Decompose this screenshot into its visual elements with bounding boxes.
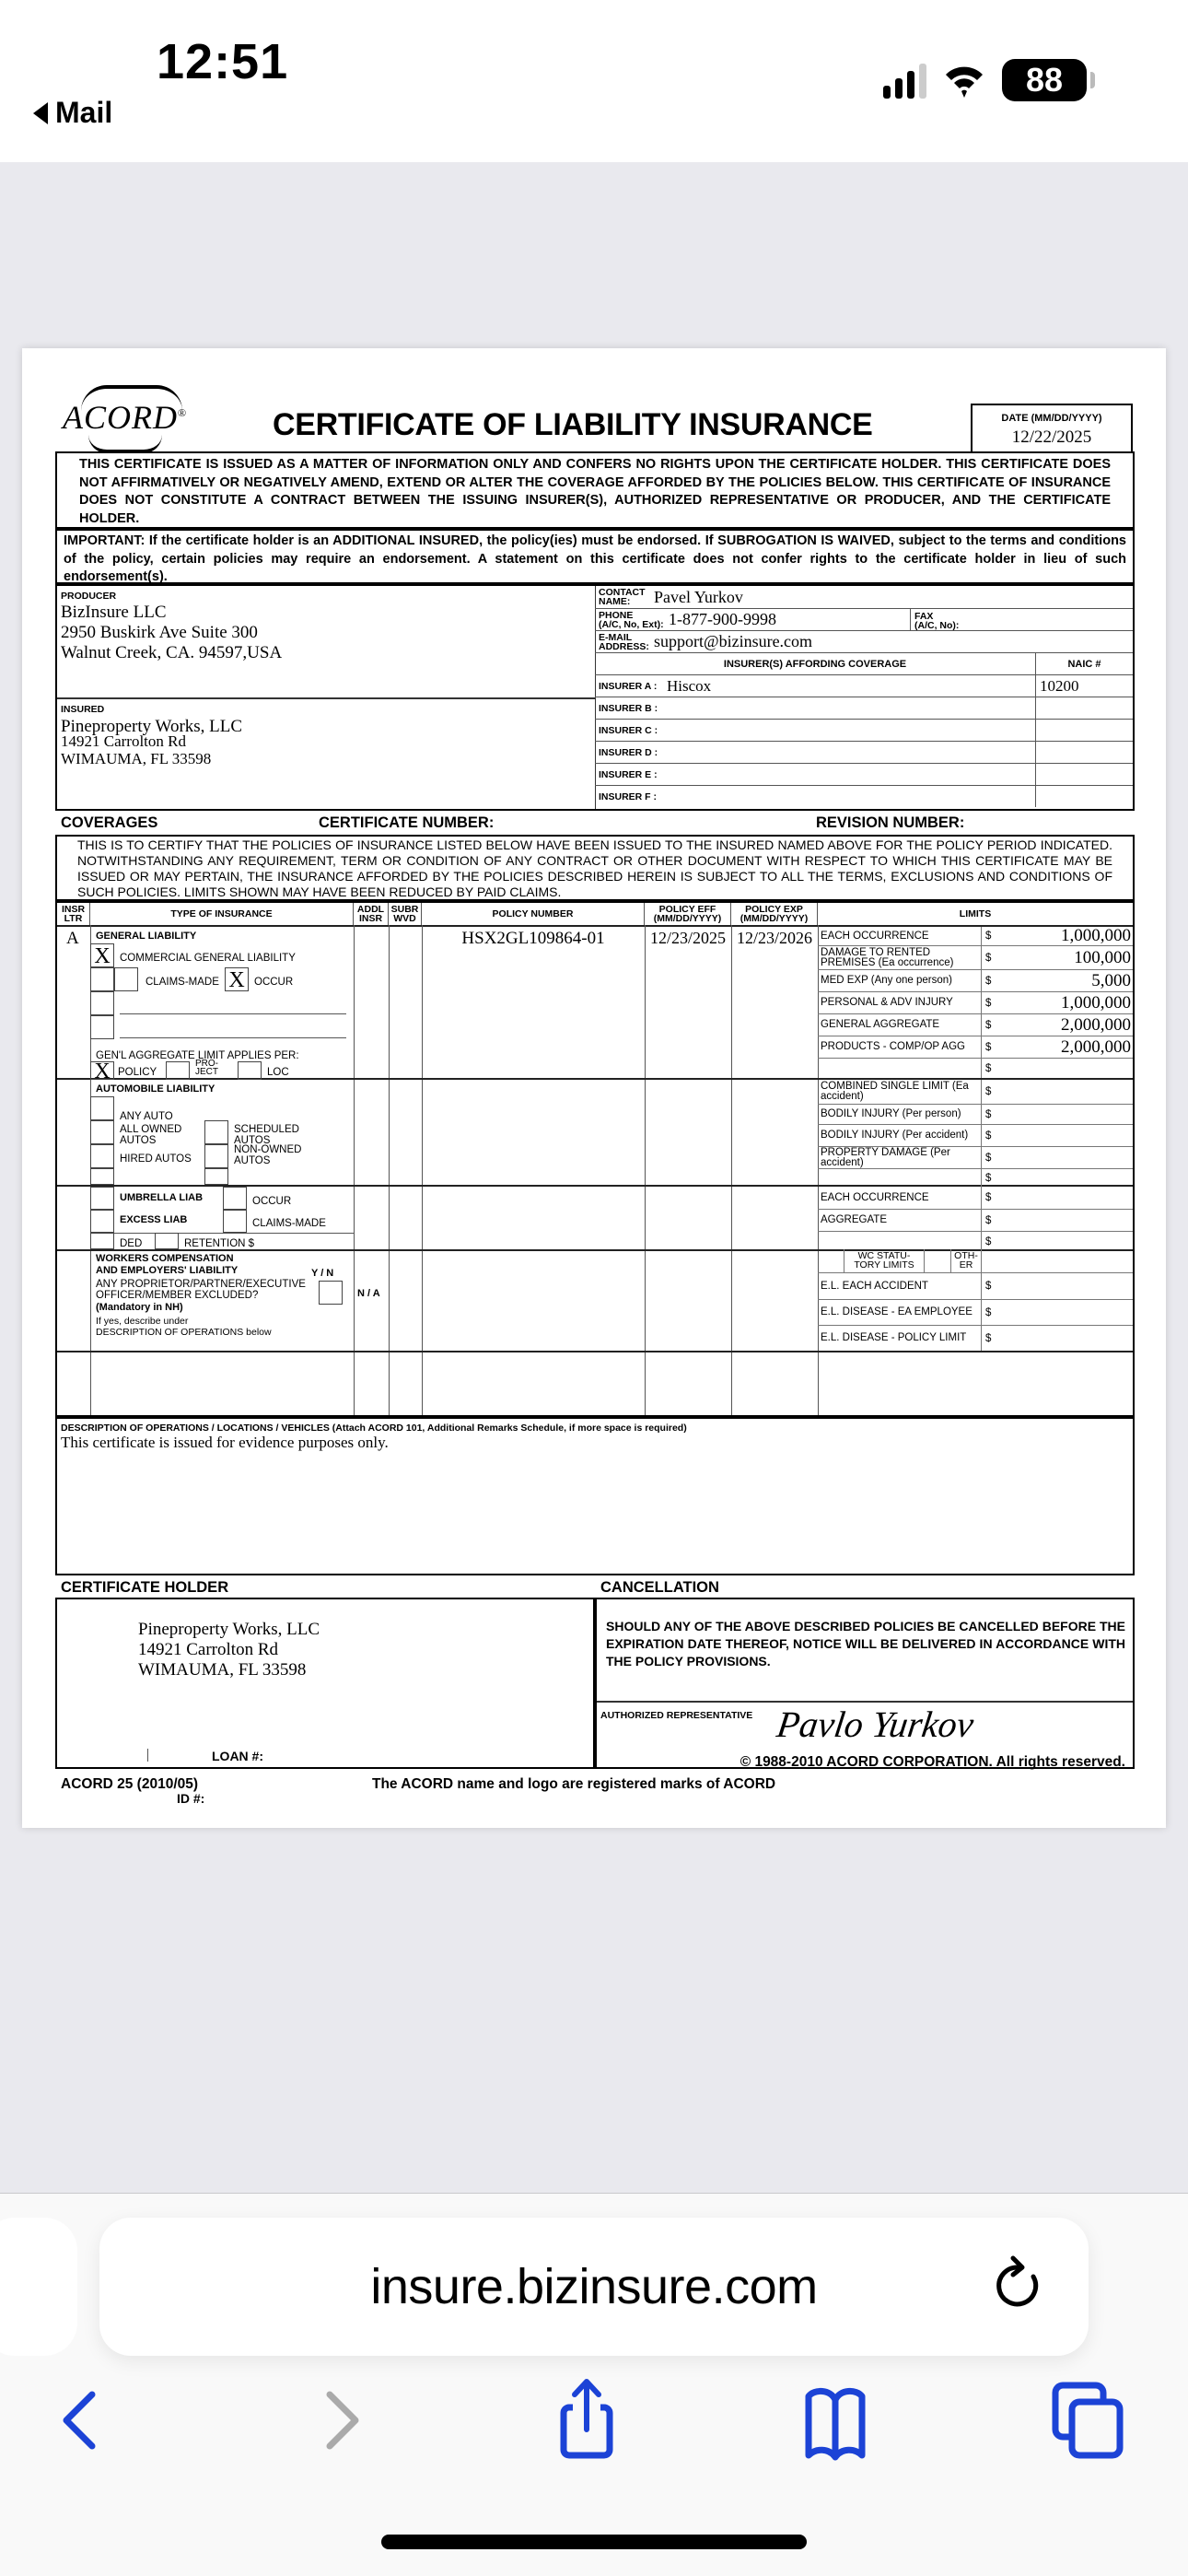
gl-insr-ltr: A bbox=[66, 929, 79, 948]
limit-label: E.L. EACH ACCIDENT bbox=[818, 1273, 982, 1299]
naic-header: NAIC # bbox=[1035, 652, 1133, 674]
hired-autos-label: HIRED AUTOS bbox=[120, 1153, 192, 1165]
auto-blank-checkbox-2[interactable] bbox=[204, 1168, 228, 1185]
insurer-label: INSURER C : bbox=[599, 724, 658, 736]
currency-symbol: $ bbox=[985, 997, 992, 1009]
limit-label: BODILY INJURY (Per accident) bbox=[818, 1125, 982, 1146]
wc-title: WORKERS COMPENSATION AND EMPLOYERS' LIABILITY bbox=[96, 1253, 239, 1276]
currency-symbol: $ bbox=[985, 1306, 992, 1318]
insurer-label: INSURER F : bbox=[599, 790, 657, 802]
col-limits: LIMITS bbox=[959, 908, 992, 919]
insurer-row bbox=[595, 674, 1035, 697]
limit-row bbox=[818, 1036, 1133, 1058]
holder-address2: WIMAUMA, FL 33598 bbox=[138, 1660, 307, 1680]
currency-symbol: $ bbox=[985, 1086, 992, 1097]
limit-row bbox=[818, 1058, 1133, 1078]
wc-yn-checkbox[interactable] bbox=[319, 1281, 343, 1305]
all-owned-checkbox[interactable] bbox=[90, 1120, 114, 1144]
limit-label: PRODUCTS - COMP/OP AGG bbox=[818, 1036, 982, 1058]
limit-row bbox=[818, 1299, 1133, 1325]
gl-blank-checkbox[interactable] bbox=[90, 967, 114, 991]
date-box bbox=[971, 404, 1133, 453]
bookmarks-icon[interactable] bbox=[794, 2378, 877, 2461]
col-policy-eff: POLICY EFF (MM/DD/YYYY) bbox=[645, 903, 731, 925]
limit-row bbox=[818, 969, 1133, 991]
currency-symbol: $ bbox=[985, 1130, 992, 1142]
limit-value: 100,000 bbox=[1074, 947, 1131, 967]
insurer-label: INSURER D : bbox=[599, 746, 658, 758]
limit-row bbox=[818, 1013, 1133, 1036]
previous-tab-preview[interactable] bbox=[0, 2218, 77, 2356]
wc-mandatory: (Mandatory in NH) bbox=[96, 1302, 183, 1313]
excess-label: EXCESS LIAB bbox=[120, 1214, 188, 1225]
cancellation-box bbox=[595, 1598, 1135, 1769]
limit-row bbox=[818, 1273, 1133, 1299]
policy-label: POLICY bbox=[118, 1067, 157, 1078]
limit-label: DAMAGE TO RENTED PREMISES (Ea occurrence) bbox=[818, 946, 982, 969]
home-indicator[interactable] bbox=[381, 2535, 807, 2549]
all-owned-label: ALL OWNED AUTOS bbox=[120, 1124, 182, 1146]
claims-made-checkbox[interactable] bbox=[114, 967, 138, 991]
contact-email-row: E-MAIL ADDRESS: support@bizinsure.com bbox=[595, 630, 1133, 652]
insurer-naic bbox=[1035, 785, 1133, 807]
date-value: 12/22/2025 bbox=[1011, 427, 1092, 447]
gl-policy-number: HSX2GL109864-01 bbox=[461, 929, 605, 948]
scheduled-autos-label: SCHEDULED AUTOS bbox=[234, 1124, 299, 1146]
loan-label: LOAN #: bbox=[212, 1749, 263, 1763]
col-policy-exp: POLICY EXP (MM/DD/YYYY) bbox=[731, 903, 818, 925]
wifi-icon bbox=[943, 62, 985, 99]
limit-label: EACH OCCURRENCE bbox=[818, 1187, 982, 1209]
insurer-label: INSURER B : bbox=[599, 702, 658, 714]
limit-label: AGGREGATE bbox=[818, 1210, 982, 1231]
limit-value: 1,000,000 bbox=[1061, 992, 1131, 1013]
insurers-header: INSURER(S) AFFORDING COVERAGE bbox=[595, 652, 1035, 674]
producer-address2: Walnut Creek, CA. 94597,USA bbox=[61, 643, 283, 662]
currency-symbol: $ bbox=[985, 1172, 992, 1184]
certificate-holder-box bbox=[55, 1598, 595, 1769]
insured-address1: 14921 Carrolton Rd bbox=[61, 732, 186, 750]
insured-address2: WIMAUMA, FL 33598 bbox=[61, 750, 212, 767]
gl-title: GENERAL LIABILITY bbox=[96, 931, 197, 942]
limit-label: BODILY INJURY (Per person) bbox=[818, 1105, 982, 1124]
description-section bbox=[55, 1417, 1135, 1575]
loc-checkbox[interactable] bbox=[238, 1061, 262, 1080]
limit-row bbox=[818, 1187, 1133, 1209]
gl-blank-checkbox-3[interactable] bbox=[90, 1015, 114, 1039]
project-checkbox[interactable] bbox=[166, 1061, 190, 1080]
producer-label: PRODUCER bbox=[61, 591, 117, 602]
limit-label bbox=[818, 1232, 982, 1251]
cancellation-label: CANCELLATION bbox=[600, 1579, 719, 1596]
retention-label: RETENTION $ bbox=[184, 1238, 255, 1249]
ded-checkbox[interactable] bbox=[90, 1233, 114, 1249]
umbrella-occur-checkbox[interactable] bbox=[223, 1187, 247, 1211]
limit-row bbox=[818, 945, 1133, 969]
description-label: DESCRIPTION OF OPERATIONS / LOCATIONS / VEHICLES (Attach ACORD 101, Additional Remarks Schedule, if more space is required) bbox=[61, 1423, 687, 1434]
back-icon[interactable] bbox=[37, 2378, 120, 2461]
limit-value: 2,000,000 bbox=[1061, 1036, 1131, 1057]
limit-label: PERSONAL & ADV INJURY bbox=[818, 992, 982, 1013]
umbrella-claims-checkbox[interactable] bbox=[223, 1209, 247, 1233]
limit-row bbox=[818, 1209, 1133, 1231]
gl-policy-exp: 12/23/2026 bbox=[736, 929, 812, 947]
wc-na: N / A bbox=[357, 1288, 380, 1299]
insurer-row bbox=[595, 785, 1035, 807]
form-number: ACORD 25 (2010/05) bbox=[61, 1776, 199, 1792]
id-label: ID #: bbox=[177, 1791, 205, 1806]
insurer-label: INSURER A : bbox=[599, 680, 658, 692]
scheduled-autos-checkbox[interactable] bbox=[204, 1120, 228, 1144]
any-auto-checkbox[interactable] bbox=[90, 1096, 114, 1120]
insured-block bbox=[61, 719, 242, 770]
commercial-gl-checkbox[interactable]: X bbox=[90, 943, 114, 967]
currency-symbol: $ bbox=[985, 1281, 992, 1292]
limit-label bbox=[818, 1169, 982, 1187]
insurer-naic bbox=[1035, 697, 1133, 719]
contact-phone-row: PHONE (A/C, No, Ext): 1-877-900-9998 FAX (A/C, No): bbox=[595, 608, 1133, 630]
tabs-icon[interactable] bbox=[1046, 2378, 1129, 2461]
url-text[interactable]: insure.bizinsure.com bbox=[370, 2259, 818, 2314]
status-icons bbox=[883, 59, 1087, 101]
limit-value: 5,000 bbox=[1091, 970, 1131, 990]
currency-symbol: $ bbox=[985, 1019, 992, 1031]
contact-name: Pavel Yurkov bbox=[654, 587, 743, 606]
retention-checkbox[interactable] bbox=[155, 1233, 179, 1249]
certificate-document bbox=[22, 348, 1166, 1828]
claims-made-label: CLAIMS-MADE bbox=[146, 977, 219, 988]
insurer-row bbox=[595, 763, 1035, 785]
limit-label: E.L. DISEASE - EA EMPLOYEE bbox=[818, 1300, 982, 1325]
coverages-label: COVERAGES bbox=[61, 814, 158, 831]
insurer-naic bbox=[1035, 741, 1133, 763]
limit-value: 2,000,000 bbox=[1061, 1014, 1131, 1035]
contact-email: support@bizinsure.com bbox=[654, 632, 813, 650]
cellular-signal-icon bbox=[883, 62, 926, 99]
clock: 12:51 bbox=[157, 34, 289, 89]
certify-text: THIS IS TO CERTIFY THAT THE POLICIES OF INSURANCE LISTED BELOW HAVE BEEN ISSUED TO THE INSURED NAMED ABOVE FOR THE POLICY PERIOD INDICATED. NOTWITHSTANDING ANY REQUIREMENT, TERM OR CONDITION OF ANY CONTRACT OR OTHER DOCUMENT WITH RESPECT TO WHICH THIS CERTIFICATE MAY BE ISSUED OR MAY PERTAIN, THE INSURANCE AFFORDED BY THE POLICIES DESCRIBED HEREIN IS SUBJECT TO ALL THE TERMS, EXCLUSIONS AND CONDITIONS OF SUCH POLICIES. LIMITS SHOWN MAY HAVE BEEN REDUCED BY PAID CLAIMS. bbox=[55, 835, 1135, 901]
col-insr-ltr: INSR LTR bbox=[57, 903, 90, 925]
policy-checkbox[interactable]: X bbox=[90, 1061, 114, 1080]
battery-icon: 88 bbox=[1002, 59, 1087, 101]
wc-question: ANY PROPRIETOR/PARTNER/EXECUTIVE OFFICER/MEMBER EXCLUDED? bbox=[96, 1279, 306, 1301]
date-label: DATE (MM/DD/YYYY) bbox=[1001, 413, 1102, 424]
wc-if-yes: If yes, describe under DESCRIPTION OF OPERATIONS below bbox=[96, 1316, 272, 1338]
non-owned-autos-label: NON-OWNED AUTOS bbox=[234, 1144, 302, 1166]
browser-toolbar bbox=[0, 2193, 1188, 2576]
commercial-gl-label: COMMERCIAL GENERAL LIABILITY bbox=[120, 953, 296, 964]
currency-symbol: $ bbox=[985, 1332, 992, 1344]
contact-phone: 1-877-900-9998 bbox=[669, 610, 776, 628]
col-policy-number: POLICY NUMBER bbox=[422, 903, 645, 925]
limit-label: E.L. DISEASE - POLICY LIMIT bbox=[818, 1326, 982, 1351]
signature: Pavlo Yurkov bbox=[774, 1704, 977, 1745]
notice-text: THIS CERTIFICATE IS ISSUED AS A MATTER OF INFORMATION ONLY AND CONFERS NO RIGHTS UPON THE CERTIFICATE HOLDER. THIS CERTIFICATE DOES NOT AFFIRMATIVELY OR NEGATIVELY AMEND, EXTEND OR ALTER THE COVERAGE AFFORDED BY THE POLICIES BELOW. THIS CERTIFICATE OF INSURANCE DOES NOT CONSTITUTE A CONTRACT BETWEEN THE ISSUING INSURER(S), AUTHORIZED REPRESENTATIVE OR PRODUCER, AND THE CERTIFICATE HOLDER. bbox=[55, 451, 1135, 529]
umbrella-occur-label: OCCUR bbox=[252, 1196, 292, 1207]
limit-label: PROPERTY DAMAGE (Per accident) bbox=[818, 1147, 982, 1168]
currency-symbol: $ bbox=[985, 1152, 992, 1164]
col-subr: SUBR WVD bbox=[389, 903, 422, 925]
limit-row bbox=[818, 927, 1133, 945]
insurer-row bbox=[595, 697, 1035, 719]
umbrella-claims-label: CLAIMS-MADE bbox=[252, 1218, 326, 1229]
currency-symbol: $ bbox=[985, 1108, 992, 1120]
share-icon[interactable] bbox=[545, 2378, 628, 2461]
gl-blank-checkbox-2[interactable] bbox=[90, 991, 114, 1015]
occur-label: OCCUR bbox=[254, 977, 294, 988]
producer-address1: 2950 Buskirk Ave Suite 300 bbox=[61, 623, 258, 642]
holder-address1: 14921 Carrolton Rd bbox=[138, 1640, 278, 1659]
limit-row bbox=[818, 1325, 1133, 1351]
back-to-mail-button[interactable] bbox=[33, 96, 112, 130]
insurer-naic: 10200 bbox=[1035, 674, 1133, 697]
insurer-naic bbox=[1035, 719, 1133, 741]
col-type: TYPE OF INSURANCE bbox=[90, 903, 354, 925]
reload-icon[interactable] bbox=[993, 2254, 1044, 2313]
important-text: IMPORTANT: If the certificate holder is an ADDITIONAL INSURED, the policy(ies) must be endorsed. If SUBROGATION IS WAIVED, subject to the terms and conditions of the policy, certain policies may require an endorsement. A statement on this certificate does not confer rights to the certificate holder in lieu of such endorsement(s). bbox=[55, 529, 1135, 584]
wc-yn-label: Y / N bbox=[311, 1268, 334, 1279]
currency-symbol: $ bbox=[985, 975, 992, 987]
currency-symbol: $ bbox=[985, 1041, 992, 1053]
limit-label: MED EXP (Any one person) bbox=[818, 970, 982, 991]
cancellation-text: SHOULD ANY OF THE ABOVE DESCRIBED POLICIES BE CANCELLED BEFORE THE EXPIRATION DATE THEREOF, NOTICE WILL BE DELIVERED IN ACCORDANCE WITH THE POLICY PROVISIONS. bbox=[606, 1619, 1125, 1669]
holder-name: Pineproperty Works, LLC bbox=[138, 1620, 320, 1639]
ded-label: DED bbox=[120, 1238, 143, 1249]
wc-statutory-row: WC STATU- TORY LIMITS OTH- ER bbox=[818, 1249, 1133, 1273]
insurer-row bbox=[595, 719, 1035, 741]
authorized-rep-label: AUTHORIZED REPRESENTATIVE bbox=[600, 1710, 753, 1721]
insurer-name: Hiscox bbox=[667, 676, 712, 695]
umbrella-label: UMBRELLA LIAB bbox=[120, 1192, 204, 1203]
insurer-row bbox=[595, 741, 1035, 763]
limit-row bbox=[818, 1146, 1133, 1168]
limit-row bbox=[818, 1104, 1133, 1124]
occur-checkbox[interactable]: X bbox=[225, 967, 249, 991]
limit-value: 1,000,000 bbox=[1061, 926, 1131, 945]
col-addl: ADDL INSR bbox=[354, 903, 389, 925]
currency-symbol: $ bbox=[985, 952, 992, 964]
auto-blank-checkbox[interactable] bbox=[90, 1168, 114, 1185]
currency-symbol: $ bbox=[985, 1192, 992, 1203]
any-auto-label: ANY AUTO bbox=[120, 1111, 173, 1122]
producer-block bbox=[61, 603, 282, 663]
limit-label bbox=[818, 1059, 982, 1078]
insured-label: INSURED bbox=[61, 704, 105, 715]
limit-row bbox=[818, 991, 1133, 1013]
limit-row bbox=[818, 1080, 1133, 1104]
limit-label: COMBINED SINGLE LIMIT (Ea accident) bbox=[818, 1080, 982, 1104]
back-app-label: Mail bbox=[55, 96, 113, 129]
gl-policy-eff: 12/23/2025 bbox=[649, 929, 726, 947]
project-label: PRO- JECT bbox=[195, 1059, 218, 1077]
forward-icon[interactable] bbox=[302, 2378, 385, 2461]
certificate-holder-label: CERTIFICATE HOLDER bbox=[61, 1579, 229, 1596]
back-triangle-icon bbox=[33, 102, 48, 124]
producer-name: BizInsure LLC bbox=[61, 603, 167, 622]
currency-symbol: $ bbox=[985, 1235, 992, 1247]
limit-label: GENERAL AGGREGATE bbox=[818, 1014, 982, 1036]
description-text: This certificate is issued for evidence purposes only. bbox=[61, 1434, 389, 1451]
status-bar bbox=[0, 0, 1188, 162]
limit-row bbox=[818, 1124, 1133, 1146]
gl-aggregate-label: GEN'L AGGREGATE LIMIT APPLIES PER: bbox=[96, 1050, 299, 1061]
certificate-number-label: CERTIFICATE NUMBER: bbox=[319, 814, 495, 831]
insurer-label: INSURER E : bbox=[599, 768, 658, 780]
limit-row bbox=[818, 1168, 1133, 1187]
insurer-naic bbox=[1035, 763, 1133, 785]
auto-title: AUTOMOBILE LIABILITY bbox=[96, 1083, 215, 1095]
limit-label: EACH OCCURRENCE bbox=[818, 927, 982, 945]
excess-checkbox[interactable] bbox=[90, 1209, 114, 1233]
insured-name: Pineproperty Works, LLC bbox=[61, 717, 243, 736]
currency-symbol: $ bbox=[985, 931, 992, 942]
hired-autos-checkbox[interactable] bbox=[90, 1144, 114, 1168]
loc-label: LOC bbox=[267, 1067, 289, 1078]
address-bar[interactable] bbox=[99, 2218, 1089, 2356]
parties-section bbox=[55, 584, 1135, 811]
revision-number-label: REVISION NUMBER: bbox=[816, 814, 965, 831]
coverage-table bbox=[55, 901, 1135, 1417]
copyright-text: © 1988-2010 ACORD CORPORATION. All rights reserved. bbox=[740, 1754, 1125, 1770]
currency-symbol: $ bbox=[985, 1062, 992, 1074]
contact-name-row: CONTACT NAME: Pavel Yurkov bbox=[599, 587, 743, 607]
limit-row bbox=[818, 1231, 1133, 1251]
document-title: CERTIFICATE OF LIABILITY INSURANCE bbox=[273, 407, 873, 442]
acord-logo: ACORD® bbox=[63, 399, 188, 436]
umbrella-checkbox[interactable] bbox=[90, 1187, 114, 1211]
currency-symbol: $ bbox=[985, 1214, 992, 1226]
trademark-text: The ACORD name and logo are registered marks of ACORD bbox=[372, 1776, 776, 1792]
non-owned-autos-checkbox[interactable] bbox=[204, 1144, 228, 1168]
holder-address-block bbox=[138, 1620, 320, 1680]
